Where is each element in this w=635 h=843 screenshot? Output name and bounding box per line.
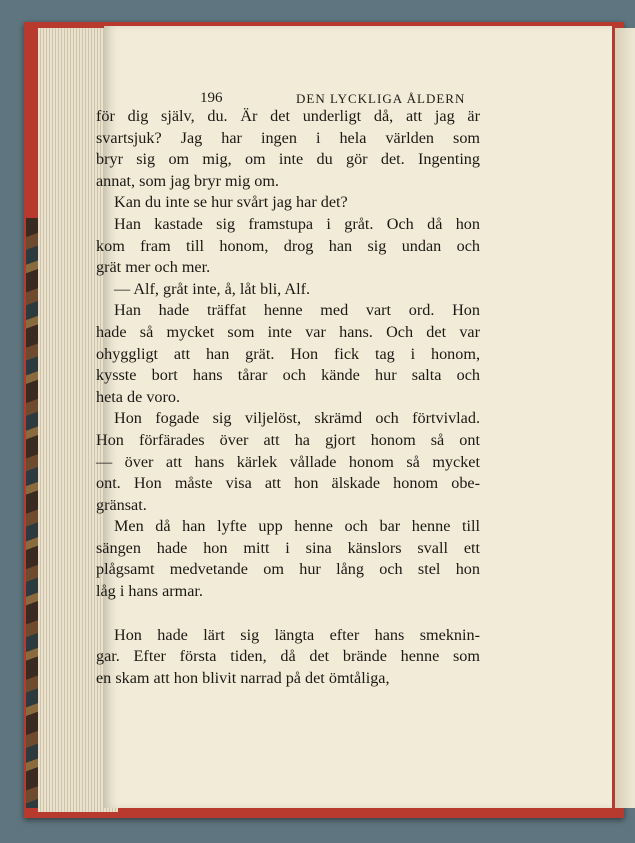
text-line: hade så mycket som inte var hans. Och det var — [96, 322, 480, 341]
paragraph — [96, 106, 480, 192]
text-line: Hon förfärades över att ha gjort honom så ont — [96, 430, 480, 449]
text-line: grät mer och mer. — [96, 258, 211, 277]
facing-page-edge — [615, 28, 635, 808]
text-line: svartsjuk? Jag har ingen i hela världen som — [96, 128, 480, 147]
text-line: ont. Hon måste visa att hon älskade honom obe- — [96, 474, 480, 493]
paragraph — [96, 625, 480, 690]
text-line: kom fram till honom, drog han sig undan och — [96, 236, 480, 255]
paragraph — [96, 300, 480, 408]
paragraph — [96, 214, 480, 279]
text-line: ohyggligt att han grät. Hon fick tag i honom, — [96, 344, 480, 363]
text-line: en skam att hon blivit narrad på det ömtåliga, — [96, 668, 390, 687]
marbled-edge — [26, 218, 38, 808]
paragraph — [96, 279, 480, 301]
text-line: Han kastade sig framstupa i gråt. Och då hon — [114, 214, 480, 233]
text-line: bryr sig om mig, om inte du gör det. Ingenting — [96, 150, 480, 169]
text-line: plågsamt medvetande om hur lång och stel hon — [96, 560, 480, 579]
text-line: för dig själv, du. Är det underligt då, att jag är — [96, 107, 480, 125]
text-line: kysste bort hans tårar och kände hur salta och — [96, 366, 480, 385]
paragraph — [96, 408, 480, 516]
text-line: annat, som jag bryr mig om. — [96, 171, 279, 190]
text-line: Men då han lyfte upp henne och bar henne till — [114, 517, 480, 536]
text-line: Hon fogade sig viljelöst, skrämd och förtvivlad. — [114, 409, 480, 428]
paragraph — [96, 516, 480, 602]
text-line: Han hade träffat henne med vart ord. Hon — [114, 301, 480, 320]
text-line: — Alf, gråt inte, å, låt bli, Alf. — [114, 279, 311, 298]
running-head: DEN LYCKLIGA ÅLDERN — [296, 91, 466, 106]
text-line: låg i hans armar. — [96, 582, 203, 601]
text-line: gränsat. — [96, 495, 147, 514]
text-line: sängen hade hon mitt i sina känslors svall ett — [96, 538, 480, 557]
text-line: Kan du inte se hur svårt jag har det? — [114, 193, 348, 212]
section-break — [96, 603, 480, 625]
page-number: 196 — [200, 90, 223, 106]
paragraph — [96, 192, 480, 214]
body-text — [96, 106, 480, 689]
text-line: Hon hade lärt sig längta efter hans smeknin- — [114, 625, 480, 644]
text-line: heta de voro. — [96, 387, 181, 406]
text-line: gar. Efter första tiden, då det brände henne som — [96, 647, 480, 666]
text-line: — över att hans kärlek vållade honom så mycket — [96, 452, 480, 471]
